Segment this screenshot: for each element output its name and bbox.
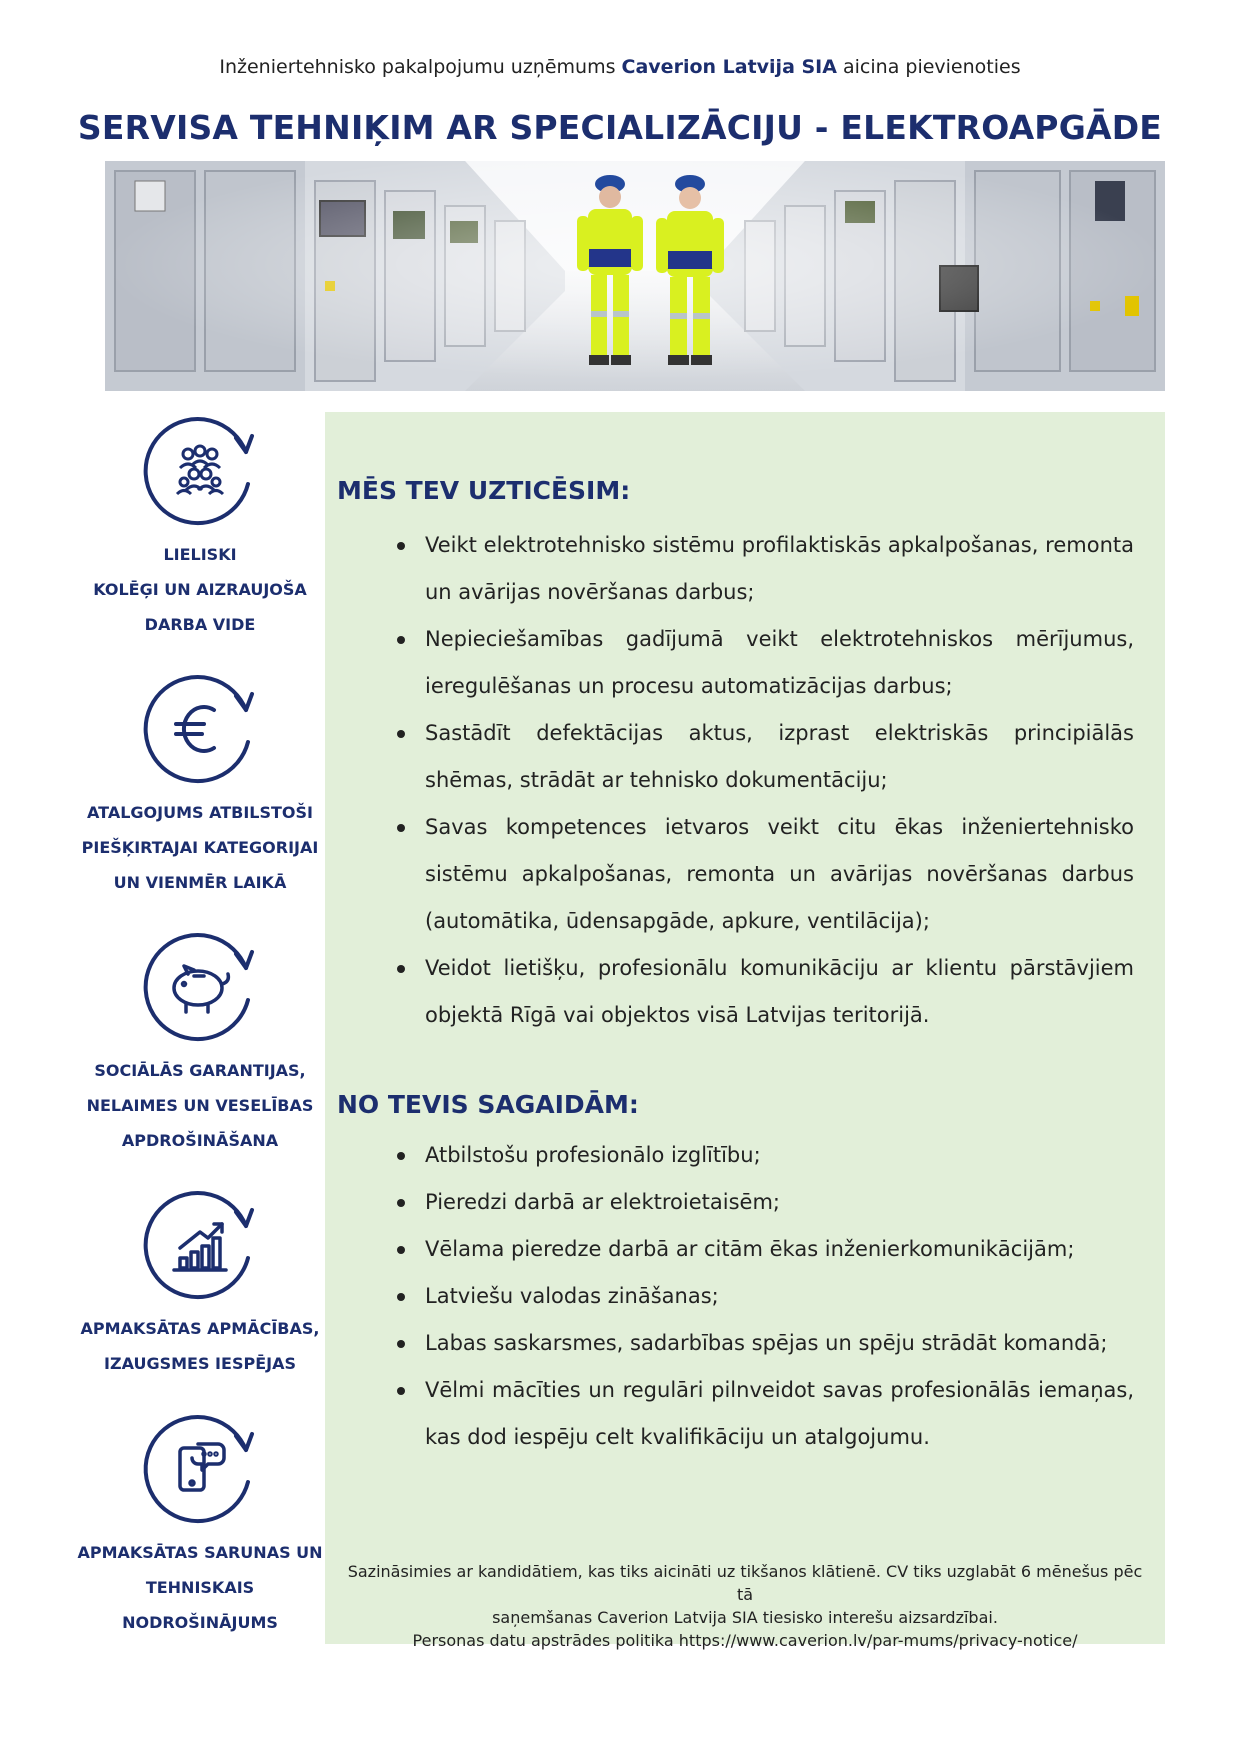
benefit-line: TEHNISKAIS [145,1578,255,1597]
list-item: Sastādīt defektācijas aktus, izprast elektriskās principiālās shēmas, strādāt ar tehnisko dokumentāciju; [397,710,1134,804]
requirements-list [397,1132,1134,1461]
benefit-line: SOCIĀLĀS GARANTIJAS, [94,1061,306,1080]
list-item: Vēlama pieredze darbā ar citām ēkas inženierkomunikācijām; [397,1226,1134,1273]
benefit-line: LIELISKI [163,545,237,564]
offer-section-title: MĒS TEV UZTICĒSIM: [337,476,631,505]
list-item: Atbilstošu profesionālo izglītību; [397,1132,1134,1179]
privacy-line: saņemšanas Caverion Latvija SIA tiesisko interešu aizsardzībai. [492,1608,998,1627]
list-item: Pieredzi darbā ar elektroietaisēm; [397,1179,1134,1226]
growth-chart-icon [140,1184,260,1304]
intro-prefix: Inženiertehnisko pakalpojumu uzņēmums [219,56,622,78]
content-panel [325,412,1165,1650]
privacy-policy-link[interactable]: Personas datu apstrādes politika https://www.caverion.lv/par-mums/privacy-notice/ [412,1631,1078,1650]
benefit-line: APDROŠINĀŠANA [121,1131,279,1150]
list-item: Savas kompetences ietvaros veikt citu ēkas inženiertehnisko sistēmu apkalpošanas, remonta un avārijas novēršanas darbus (automātika, ūdensapgāde, apkure, ventilācija); [397,804,1134,945]
benefit-label [70,1535,330,1640]
benefit-label [70,795,330,900]
benefit-line: NELAIMES UN VESELĪBAS [86,1096,314,1115]
team-icon [140,410,260,530]
benefit-colleagues [70,410,330,642]
switchgear-corridor-illustration [105,161,1165,391]
offer-list [397,522,1134,1039]
benefit-salary [70,668,330,900]
list-item: Veidot lietišķu, profesionālu komunikāciju ar klientu pārstāvjiem objektā Rīgā vai objektos visā Latvijas teritorijā. [397,945,1134,1039]
benefit-training [70,1184,330,1381]
privacy-note [345,1560,1145,1652]
intro-suffix: aicina pievienoties [836,56,1021,78]
privacy-line: Sazināsimies ar kandidātiem, kas tiks aicināti uz tikšanos klātienē. CV tiks uzglabāt 6 mēnešus pēc tā [347,1562,1143,1604]
benefit-label [70,1311,330,1381]
benefit-label [70,1053,330,1158]
benefit-line: NODROŠINĀJUMS [122,1613,278,1632]
benefit-line: DARBA VIDE [144,615,256,634]
company-name: Caverion Latvija SIA [621,56,837,78]
page-title: SERVISA TEHNIĶIM AR SPECIALIZĀCIJU - ELEKTROAPGĀDE [77,108,1163,147]
hero-photo [105,161,1165,391]
piggy-bank-icon [140,926,260,1046]
requirements-section-title: NO TEVIS SAGAIDĀM: [337,1090,639,1119]
benefit-line: APMAKSĀTAS SARUNAS UN [77,1543,323,1562]
intro-line [0,56,1240,78]
list-item: Nepieciešamības gadījumā veikt elektrotehniskos mērījumus, ieregulēšanas un procesu automatizācijas darbus; [397,616,1134,710]
list-item: Latviešu valodas zināšanas; [397,1273,1134,1320]
benefit-phone [70,1408,330,1640]
euro-icon [140,668,260,788]
benefit-line: UN VIENMĒR LAIKĀ [113,873,287,892]
benefit-line: ATALGOJUMS ATBILSTOŠI [87,803,313,822]
benefit-label [70,537,330,642]
list-item: Labas saskarsmes, sadarbības spējas un spēju strādāt komandā; [397,1320,1134,1367]
benefit-insurance [70,926,330,1158]
phone-chat-icon [140,1408,260,1528]
benefit-line: APMAKSĀTAS APMĀCĪBAS, [80,1319,320,1338]
benefit-line: PIEŠĶIRTAJAI KATEGORIJAI [81,838,319,857]
benefit-line: KOLĒĢI UN AIZRAUJOŠA [93,580,307,599]
benefit-line: IZAUGSMES IESPĒJAS [104,1354,296,1373]
list-item: Veikt elektrotehnisko sistēmu profilaktiskās apkalpošanas, remonta un avārijas novēršanas darbus; [397,522,1134,616]
list-item: Vēlmi mācīties un regulāri pilnveidot savas profesionālās iemaņas, kas dod iespēju celt kvalifikāciju un atalgojumu. [397,1367,1134,1461]
